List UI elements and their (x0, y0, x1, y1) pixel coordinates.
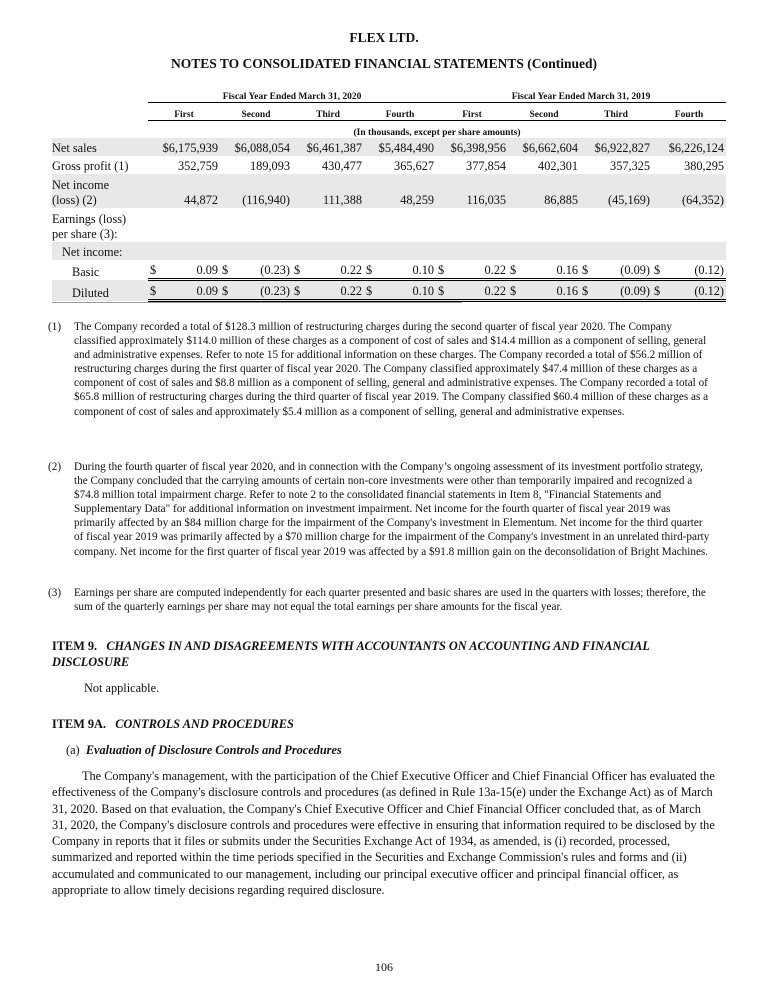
footnote-2 (48, 460, 714, 559)
table-cell: (0.09) (590, 280, 652, 301)
fiscal-year-header-row (52, 84, 726, 102)
net-income-subheader-row (52, 242, 726, 260)
gross-profit-row (52, 156, 726, 174)
table-cell: 111,388 (292, 174, 364, 208)
diluted-eps-row (52, 280, 726, 301)
table-cell: 352,759 (178, 159, 218, 173)
quarter-header: Third (580, 102, 652, 120)
footnote-number: (3) (48, 587, 62, 599)
fy2019-header: Fiscal Year Ended March 31, 2019 (436, 84, 726, 102)
row-label-line: Net income (52, 178, 110, 192)
table-cell: 0.09 (158, 260, 220, 280)
item-9-body: Not applicable. (84, 681, 160, 695)
table-cell: 86,885 (508, 174, 580, 208)
footnote-text: During the fourth quarter of fiscal year 2020, and in connection with the Company’s ongoing assessment of its investment portfolio strategy, the Company concluded that the carrying amounts of certain non-core investments were other than temporarily impaired and recognized a $74.8 million total impairment charge. Refer to note 2 to the consolidated financial statements in Item 8, "Financial Statements and Supplementary Data" for additional information on investment impairment. Net income for the fourth quarter of fiscal year 2019 was primarily affected by an $84 million charge for the impairment of the Company's investment in Elementum. Net income for the third quarter of fiscal year 2019 was primarily affected by a $70 million charge for the impairment of the Company's investment in an unrelated third-party company. Net income for the first quarter of fiscal year 2019 was affected by a $91.8 million gain on the deconsolidation of Bright Machines. (74, 461, 710, 558)
table-cell: 0.10 (374, 260, 436, 280)
row-label: Diluted (52, 280, 148, 301)
row-label-line: (loss) (2) (52, 193, 97, 207)
quarter-header: Second (508, 102, 580, 120)
row-label: Net sales (52, 138, 148, 156)
table-cell: $6,088,054 (220, 138, 292, 156)
unit-note: (In thousands, except per share amounts) (353, 128, 521, 138)
dollar-sign: $ (508, 260, 518, 280)
dollar-sign: $ (292, 260, 302, 280)
quarter-header-row (52, 102, 726, 120)
table-cell: (45,169) (580, 174, 652, 208)
net-sales-row (52, 138, 726, 156)
item-number: ITEM 9. (52, 639, 98, 653)
table-cell: 0.22 (446, 260, 508, 280)
table-cell: 0.16 (518, 280, 580, 301)
dollar-sign: $ (148, 260, 158, 280)
item-9-heading (52, 638, 712, 670)
basic-eps-row (52, 260, 726, 280)
table-cell: 377,854 (466, 159, 507, 173)
table-cell: (0.12) (662, 280, 726, 301)
table-cell: 189,093 (250, 159, 290, 173)
dollar-sign: $ (508, 280, 518, 301)
table-cell: 0.09 (158, 280, 220, 301)
dollar-sign: $ (220, 280, 230, 301)
dollar-sign: $ (364, 280, 374, 301)
quarterly-results-table (52, 84, 726, 302)
eps-label-row (52, 208, 726, 242)
dollar-sign: $ (148, 280, 158, 301)
quarter-header: Fourth (364, 102, 436, 120)
table-cell: $6,662,604 (508, 138, 580, 156)
table-cell: 0.10 (374, 280, 436, 301)
footnote-text: The Company recorded a total of $128.3 million of restructuring charges during the second quarter of fiscal year 2020. The Company classified approximately $114.0 million of these charges as a component of cost of sales and $14.4 million as a component of selling, general and administrative expenses. Refer to note 15 for additional information on these charges. The Company recorded a total of $56.2 million of restructuring charges during the first quarter of fiscal year 2020. The Company classified approximately $47.4 million of these charges as a component of cost of sales and $8.8 million as a component of selling, general and administrative expenses. The Company recorded a total of $65.8 million of restructuring charges during the third quarter of fiscal year 2019. The Company classified $60.4 million of these charges as a component of cost of sales and approximately $5.4 million as a component of selling, general and administrative expenses. (74, 321, 709, 418)
quarter-header: Fourth (652, 102, 726, 120)
table-cell: $5,484,490 (364, 138, 436, 156)
subsection-letter: (a) (66, 743, 80, 757)
table-cell: $6,398,956 (436, 138, 508, 156)
quarter-header: Second (220, 102, 292, 120)
table-cell: (0.23) (230, 280, 292, 301)
company-name: FLEX LTD. (349, 30, 419, 45)
table-cell: 0.16 (518, 260, 580, 280)
dollar-sign: $ (652, 280, 662, 301)
footnote-1 (48, 320, 714, 419)
page-number: 106 (375, 960, 393, 974)
table-cell: $6,922,827 (580, 138, 652, 156)
table-cell: 380,295 (684, 159, 725, 173)
dollar-sign: $ (580, 280, 590, 301)
table-cell: 357,325 (610, 159, 651, 173)
page-subtitle: NOTES TO CONSOLIDATED FINANCIAL STATEMENTS (Continued) (171, 56, 597, 71)
table-cell: $6,461,387 (292, 138, 364, 156)
quarter-header: First (148, 102, 220, 120)
fy2020-header: Fiscal Year Ended March 31, 2020 (148, 84, 436, 102)
quarter-header: First (436, 102, 508, 120)
table-cell: 48,259 (364, 174, 436, 208)
footnote-text: Earnings per share are computed independently for each quarter presented and basic shares are used in the quarters with losses; therefore, the sum of the quarterly earnings per share may not equal the total earnings per share amounts for the fiscal year. (74, 587, 706, 614)
row-label-line: Earnings (loss) (52, 212, 127, 226)
row-label (52, 174, 148, 208)
footnote-divider (52, 302, 462, 303)
item-9a-heading (52, 716, 712, 732)
unit-note-row (52, 120, 726, 138)
table-cell: $6,226,124 (652, 138, 726, 156)
dollar-sign: $ (436, 260, 446, 280)
row-label (52, 208, 148, 242)
table-cell: 116,035 (436, 174, 508, 208)
item-9a-body: The Company's management, with the participation of the Chief Executive Officer and Chief Financial Officer has evaluated the effectiveness of the Company's disclosure controls and procedures (as defined in Rule 13a-15(e) under the Exchange Act) as of March 31, 2020. Based on that evaluation, the Company's Chief Executive Officer and Chief Financial Officer concluded that, as of March 31, 2020, the Company's disclosure controls and procedures were effective in ensuring that information required to be disclosed by the Company in reports that it files or submits under the Securities Exchange Act of 1934, as amended, is (i) recorded, processed, summarized and reported within the time periods specified in the Securities and Exchange Commission's rules and forms and (ii) accumulated and communicated to our management, including our principal executive officer and principal financial officer, as appropriate to allow timely decisions regarding required disclosure. (52, 769, 715, 898)
table-cell: 0.22 (302, 260, 364, 280)
subsection-heading (66, 742, 342, 758)
table-cell: (0.12) (662, 260, 726, 280)
dollar-sign: $ (436, 280, 446, 301)
subsection-title: Evaluation of Disclosure Controls and Procedures (85, 743, 342, 757)
table-cell: (0.23) (230, 260, 292, 280)
table-cell: 430,477 (322, 159, 362, 173)
table-cell: 402,301 (538, 159, 579, 173)
table-cell: 365,627 (394, 159, 435, 173)
dollar-sign: $ (220, 260, 230, 280)
row-label: Net income: (52, 242, 148, 260)
dollar-sign: $ (292, 280, 302, 301)
quarter-header: Third (292, 102, 364, 120)
table-cell: 44,872 (148, 174, 220, 208)
dollar-sign: $ (580, 260, 590, 280)
table-cell: (0.09) (590, 260, 652, 280)
dollar-sign: $ (364, 260, 374, 280)
table-cell: (64,352) (652, 174, 726, 208)
table-cell: 0.22 (446, 280, 508, 301)
table-cell: 0.22 (302, 280, 364, 301)
item-title: CHANGES IN AND DISAGREEMENTS WITH ACCOUNTANTS ON ACCOUNTING AND FINANCIAL DISCLOSURE (52, 639, 650, 669)
item-number: ITEM 9A. (52, 717, 106, 731)
footnote-number: (1) (48, 321, 62, 333)
footnote-3 (48, 586, 714, 614)
item-title: CONTROLS AND PROCEDURES (115, 717, 294, 731)
row-label-line: per share (3): (52, 227, 118, 241)
table-cell: (116,940) (220, 174, 292, 208)
dollar-sign: $ (652, 260, 662, 280)
row-label: Gross profit (1) (52, 159, 129, 173)
footnote-number: (2) (48, 461, 62, 473)
table-cell: $6,175,939 (148, 138, 220, 156)
net-income-row (52, 174, 726, 208)
row-label: Basic (72, 264, 100, 279)
